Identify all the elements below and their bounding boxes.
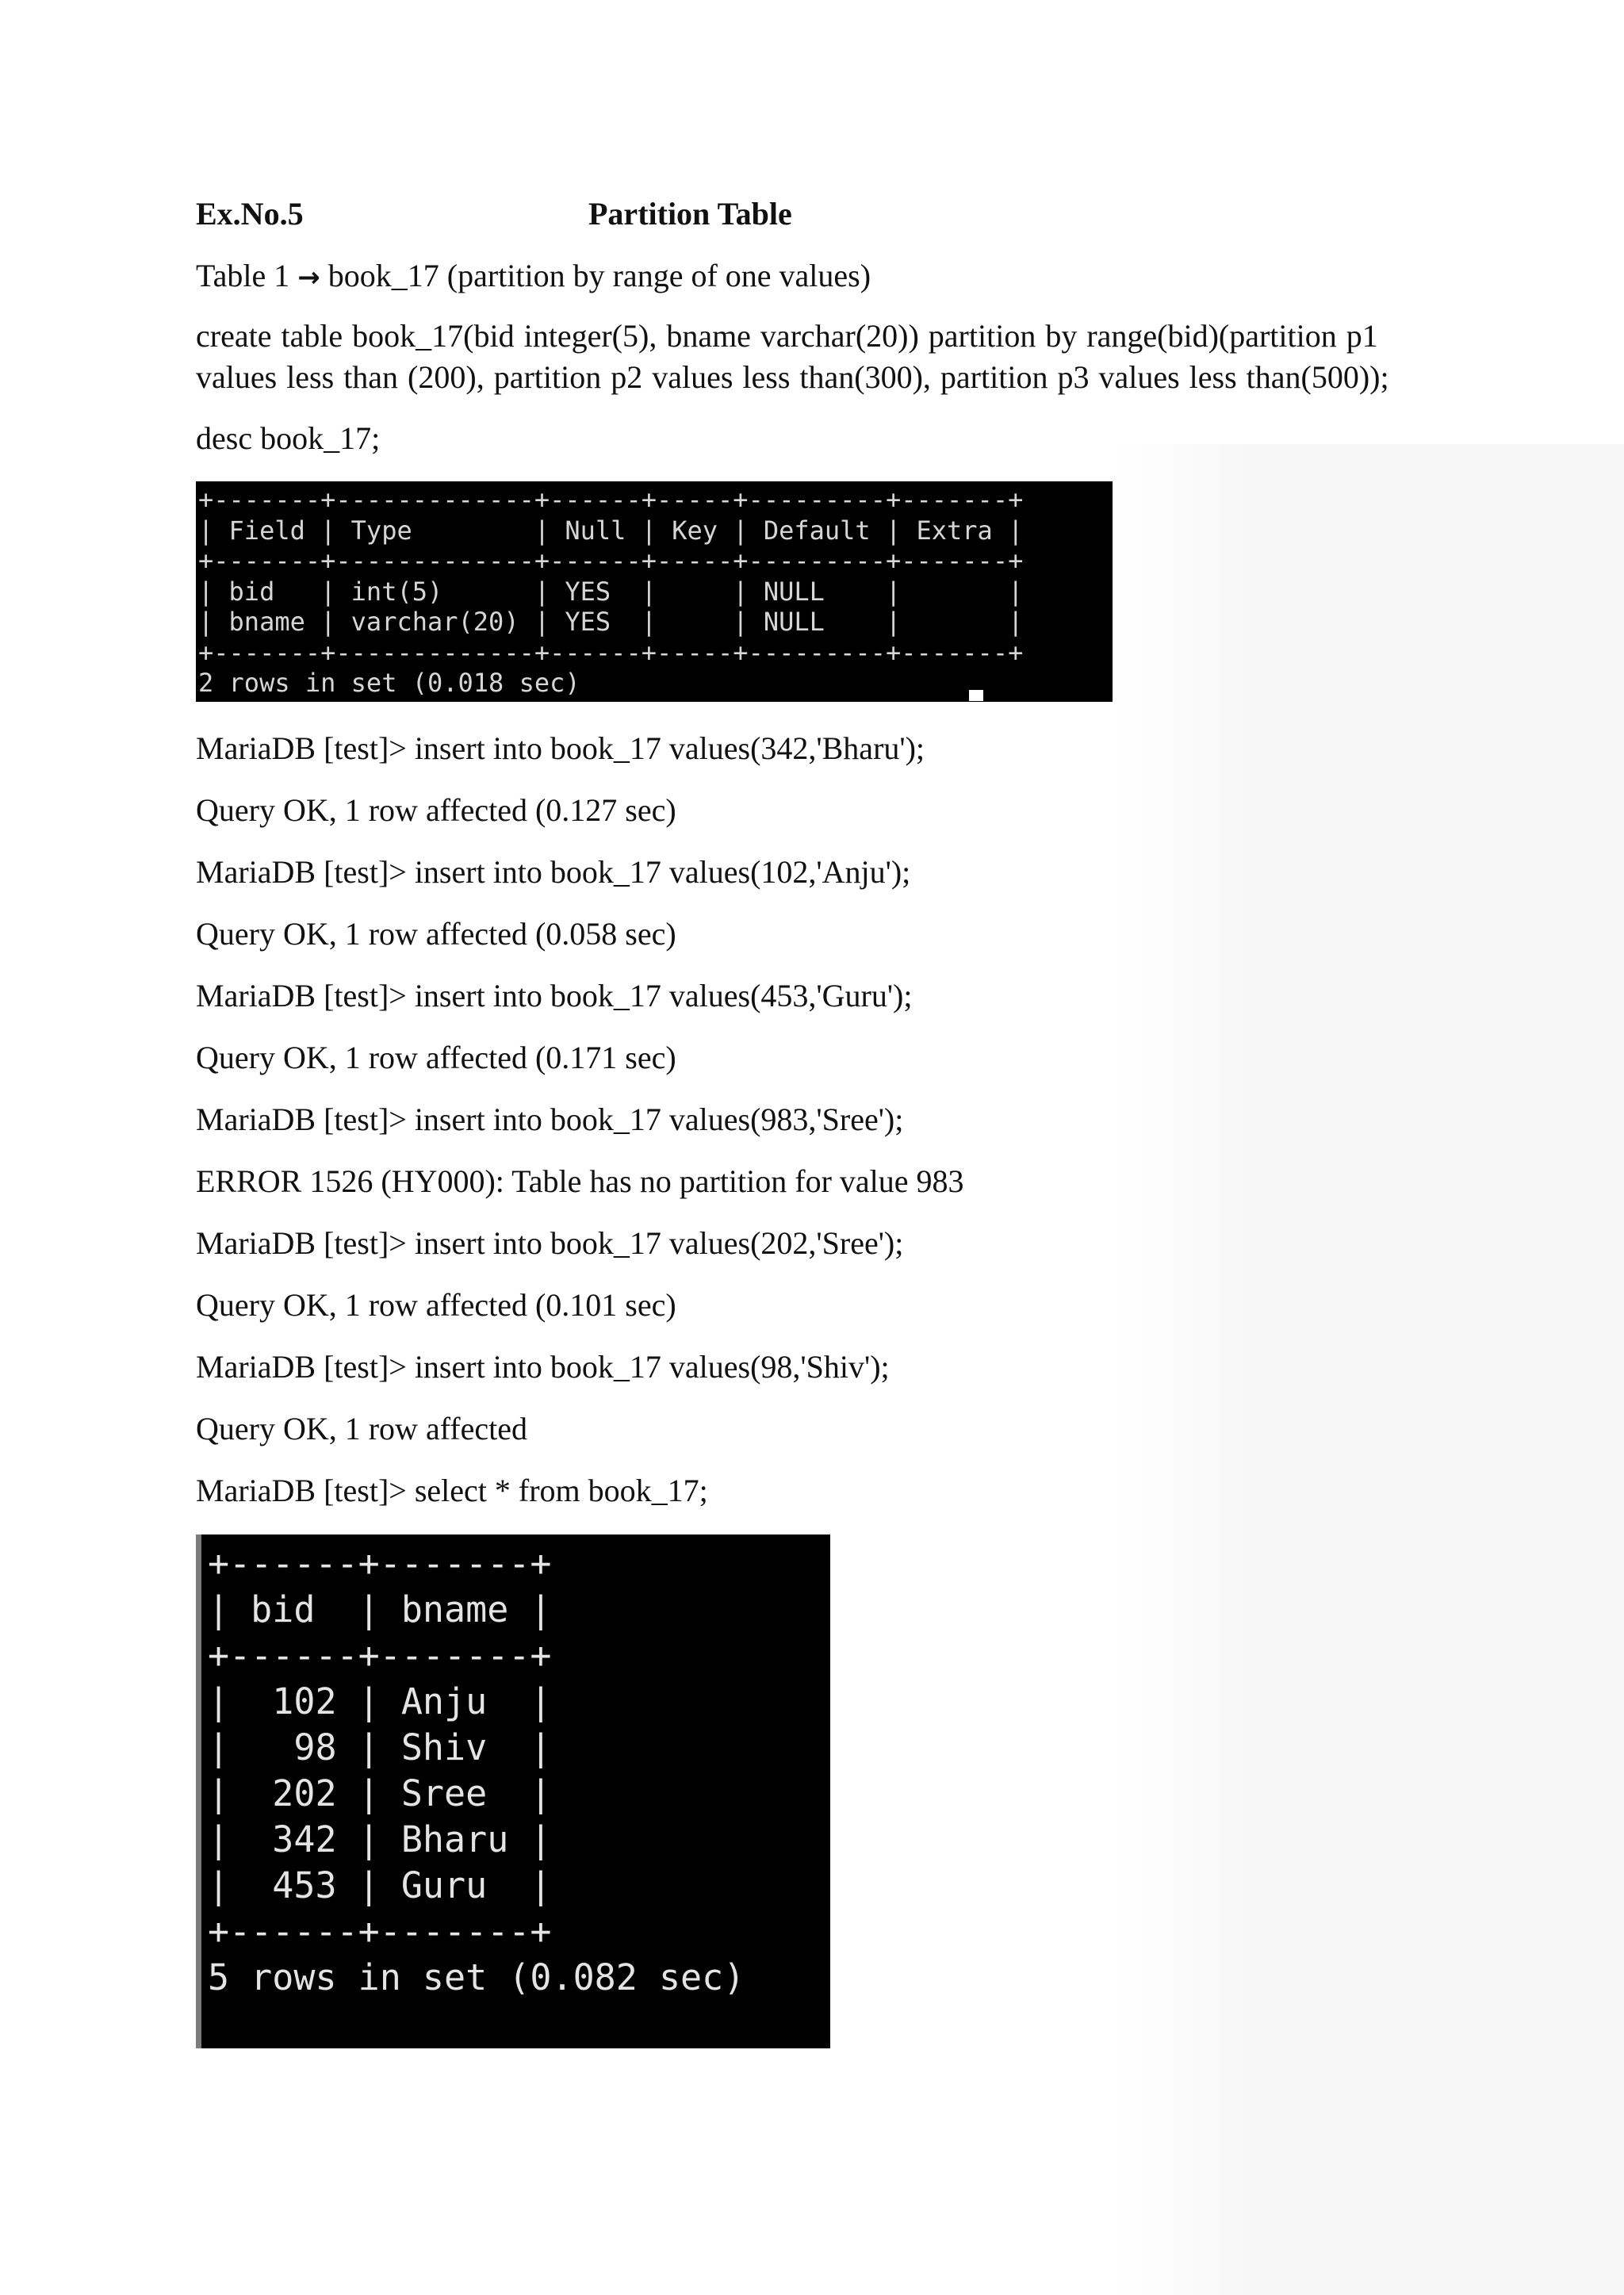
page-shadow-edge: [1113, 444, 1624, 2295]
session-line: Query OK, 1 row affected (0.101 sec): [196, 1287, 676, 1323]
terminal-line: | 102 | Anju |: [208, 1680, 552, 1722]
session-line: MariaDB [test]> insert into book_17 values(453,'Guru');: [196, 978, 913, 1013]
terminal-line: +-------+-------------+------+-----+---------+-------+: [198, 485, 1024, 515]
terminal-cropped-row: [208, 1534, 830, 1541]
session-line: MariaDB [test]> insert into book_17 values(202,'Sree');: [196, 1225, 904, 1261]
create-statement-line-1: create table book_17(bid integer(5), bname varchar(20)) partition by range(bid)(partition p1: [196, 318, 1378, 354]
terminal-line: | Field | Type | Null | Key | Default | Extra |: [198, 515, 1024, 546]
session-line: MariaDB [test]> insert into book_17 values(342,'Bharu');: [196, 730, 925, 766]
session-line: Query OK, 1 row affected (0.127 sec): [196, 792, 676, 828]
terminal-line: | 98 | Shiv |: [208, 1726, 552, 1768]
desc-output-terminal: [196, 481, 1113, 702]
terminal-line: | 202 | Sree |: [208, 1772, 552, 1814]
terminal-line: 2 rows in set (0.018 sec): [198, 668, 580, 698]
table-intro: [196, 255, 871, 298]
terminal-cursor: [969, 690, 983, 701]
terminal-line: 5 rows in set (0.082 sec): [208, 1956, 745, 1998]
terminal-line: | bid | int(5) | YES | | NULL | |: [198, 576, 1024, 607]
terminal-line: | bid | bname |: [208, 1588, 552, 1630]
terminal-line: | 342 | Bharu |: [208, 1818, 552, 1860]
session-line: MariaDB [test]> insert into book_17 values(98,'Shiv');: [196, 1349, 890, 1385]
session-line: Query OK, 1 row affected: [196, 1411, 527, 1446]
terminal-line: +------+-------+: [208, 1910, 552, 1952]
terminal-line: | 453 | Guru |: [208, 1864, 552, 1906]
session-line: MariaDB [test]> insert into book_17 values(983,'Sree');: [196, 1102, 904, 1137]
terminal-line: +------+-------+: [208, 1542, 552, 1584]
table-description: book_17 (partition by range of one values): [327, 258, 871, 293]
session-line: Query OK, 1 row affected (0.171 sec): [196, 1040, 676, 1075]
table-label: Table 1: [196, 258, 290, 293]
select-output-terminal: [196, 1534, 830, 2048]
exercise-number: Ex.No.5: [196, 196, 304, 232]
terminal-line: | bname | varchar(20) | YES | | NULL | |: [198, 607, 1024, 637]
page-title: Partition Table: [588, 196, 792, 232]
terminal-line: +------+-------+: [208, 1634, 552, 1676]
desc-command: desc book_17;: [196, 420, 381, 456]
create-statement-line-2: values less than (200), partition p2 values less than(300), partition p3 values less than(500));: [196, 359, 1389, 395]
arrow-right-icon: →: [297, 262, 320, 293]
terminal-line: +-------+-------------+------+-----+---------+-------+: [198, 546, 1024, 576]
session-line: Query OK, 1 row affected (0.058 sec): [196, 916, 676, 952]
session-line: MariaDB [test]> insert into book_17 values(102,'Anju');: [196, 854, 911, 890]
select-command: MariaDB [test]> select * from book_17;: [196, 1473, 708, 1508]
error-line: ERROR 1526 (HY000): Table has no partition for value 983: [196, 1163, 964, 1199]
terminal-line: +-------+-------------+------+-----+---------+-------+: [198, 637, 1024, 668]
